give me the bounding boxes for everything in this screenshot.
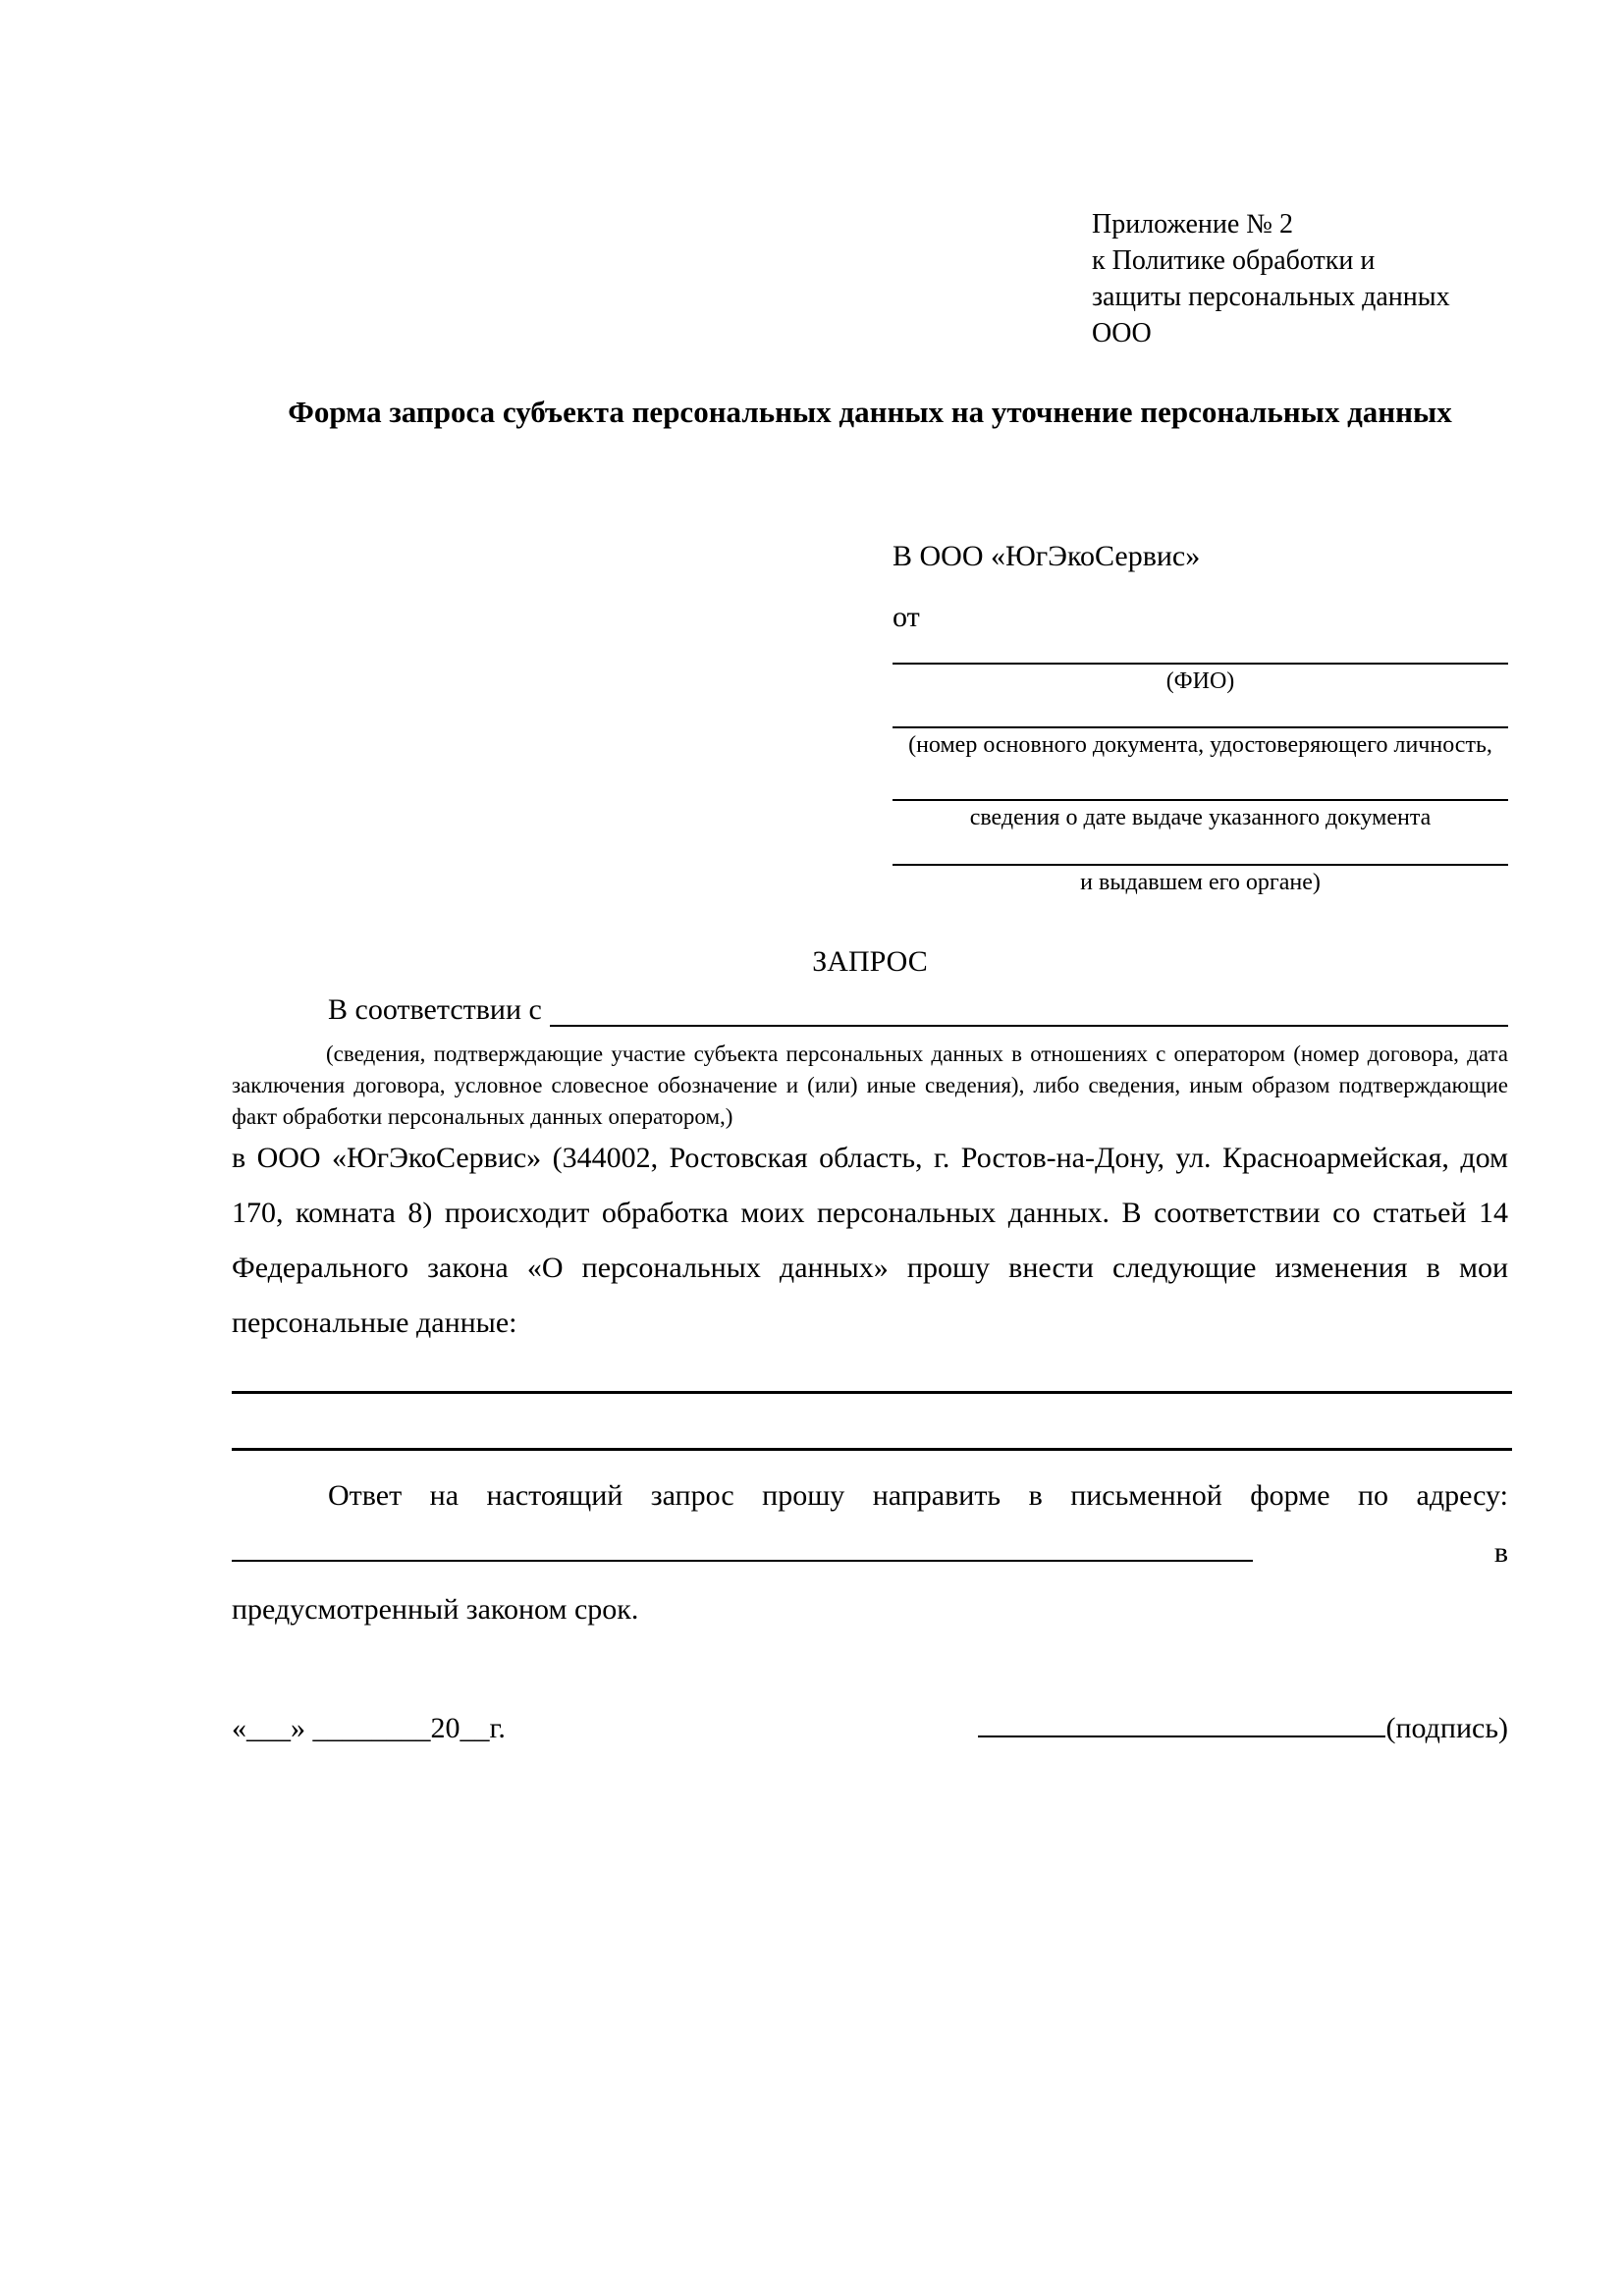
- issuing-authority-caption: и выдавшем его органе): [1080, 870, 1321, 895]
- reply-tail-text: в предусмотренный законом срок.: [232, 1536, 1508, 1626]
- issue-date-field: [893, 758, 1508, 830]
- appendix-note-line-3: защиты персональных данных: [1092, 282, 1450, 312]
- document-number-caption: (номер основного документа, удостоверяющего личность,: [908, 732, 1492, 758]
- fio-field: [893, 634, 1508, 694]
- appendix-note-line-4: ООО: [1092, 318, 1152, 348]
- accordance-blank-line: [550, 1025, 1508, 1027]
- accordance-caption: (сведения, подтверждающие участие субъекта персональных данных в отношениях с оператором (номер договора, дата заключения договора, условное словесное обозначение и (или) иные сведения), либо сведения, иным образом подтверждающие факт обработки персональных данных оператором,): [232, 1041, 1508, 1129]
- signature-area: [978, 1706, 1508, 1745]
- issue-date-blank-line: [893, 758, 1508, 801]
- address-blank-line: [232, 1530, 1253, 1562]
- body-paragraph: в ООО «ЮгЭкоСервис» (344002, Ростовская область, г. Ростов-на-Дону, ул. Красноармейская, дом 170, комната 8) происходит обработка моих персональных данных. В соответствии со статьей 14 Федерального закона «О персональных данных» прошу внести следующие изменения в мои персональные данные:: [232, 1142, 1508, 1339]
- document-number-field: [893, 692, 1508, 758]
- issue-date-caption: сведения о дате выдаче указанного документа: [969, 805, 1432, 830]
- fio-caption: (ФИО): [1165, 668, 1235, 694]
- signature-blank-line: [978, 1706, 1385, 1737]
- appendix-note: [1092, 206, 1450, 351]
- changes-blank-line-2: [232, 1448, 1512, 1451]
- addressee-from-label: от: [893, 601, 920, 633]
- document-title: Форма запроса субъекта персональных данных на уточнение персональных данных: [288, 395, 1452, 429]
- reply-paragraph: [232, 1468, 1508, 1638]
- document-number-blank-line: [893, 692, 1508, 728]
- fio-blank-line: [893, 634, 1508, 665]
- addressee-organization: В ООО «ЮгЭкоСервис»: [893, 540, 1201, 572]
- signature-caption: (подпись): [1385, 1712, 1508, 1744]
- issuing-authority-field: [893, 823, 1508, 895]
- appendix-note-line-2: к Политике обработки и: [1092, 245, 1376, 276]
- signature-row: [232, 1706, 1508, 1745]
- changes-blank-line-1: [232, 1391, 1512, 1394]
- accordance-lead-text: В соответствии с: [328, 993, 542, 1026]
- reply-lead-text: Ответ на настоящий запрос прошу направить в письменной форме по адресу:: [328, 1479, 1508, 1512]
- date-blank-text: «___» ________20__г.: [232, 1712, 506, 1744]
- request-heading: ЗАПРОС: [812, 945, 928, 978]
- appendix-note-line-1: Приложение № 2: [1092, 209, 1293, 240]
- issuing-authority-blank-line: [893, 823, 1508, 866]
- accordance-line: [232, 989, 1508, 1027]
